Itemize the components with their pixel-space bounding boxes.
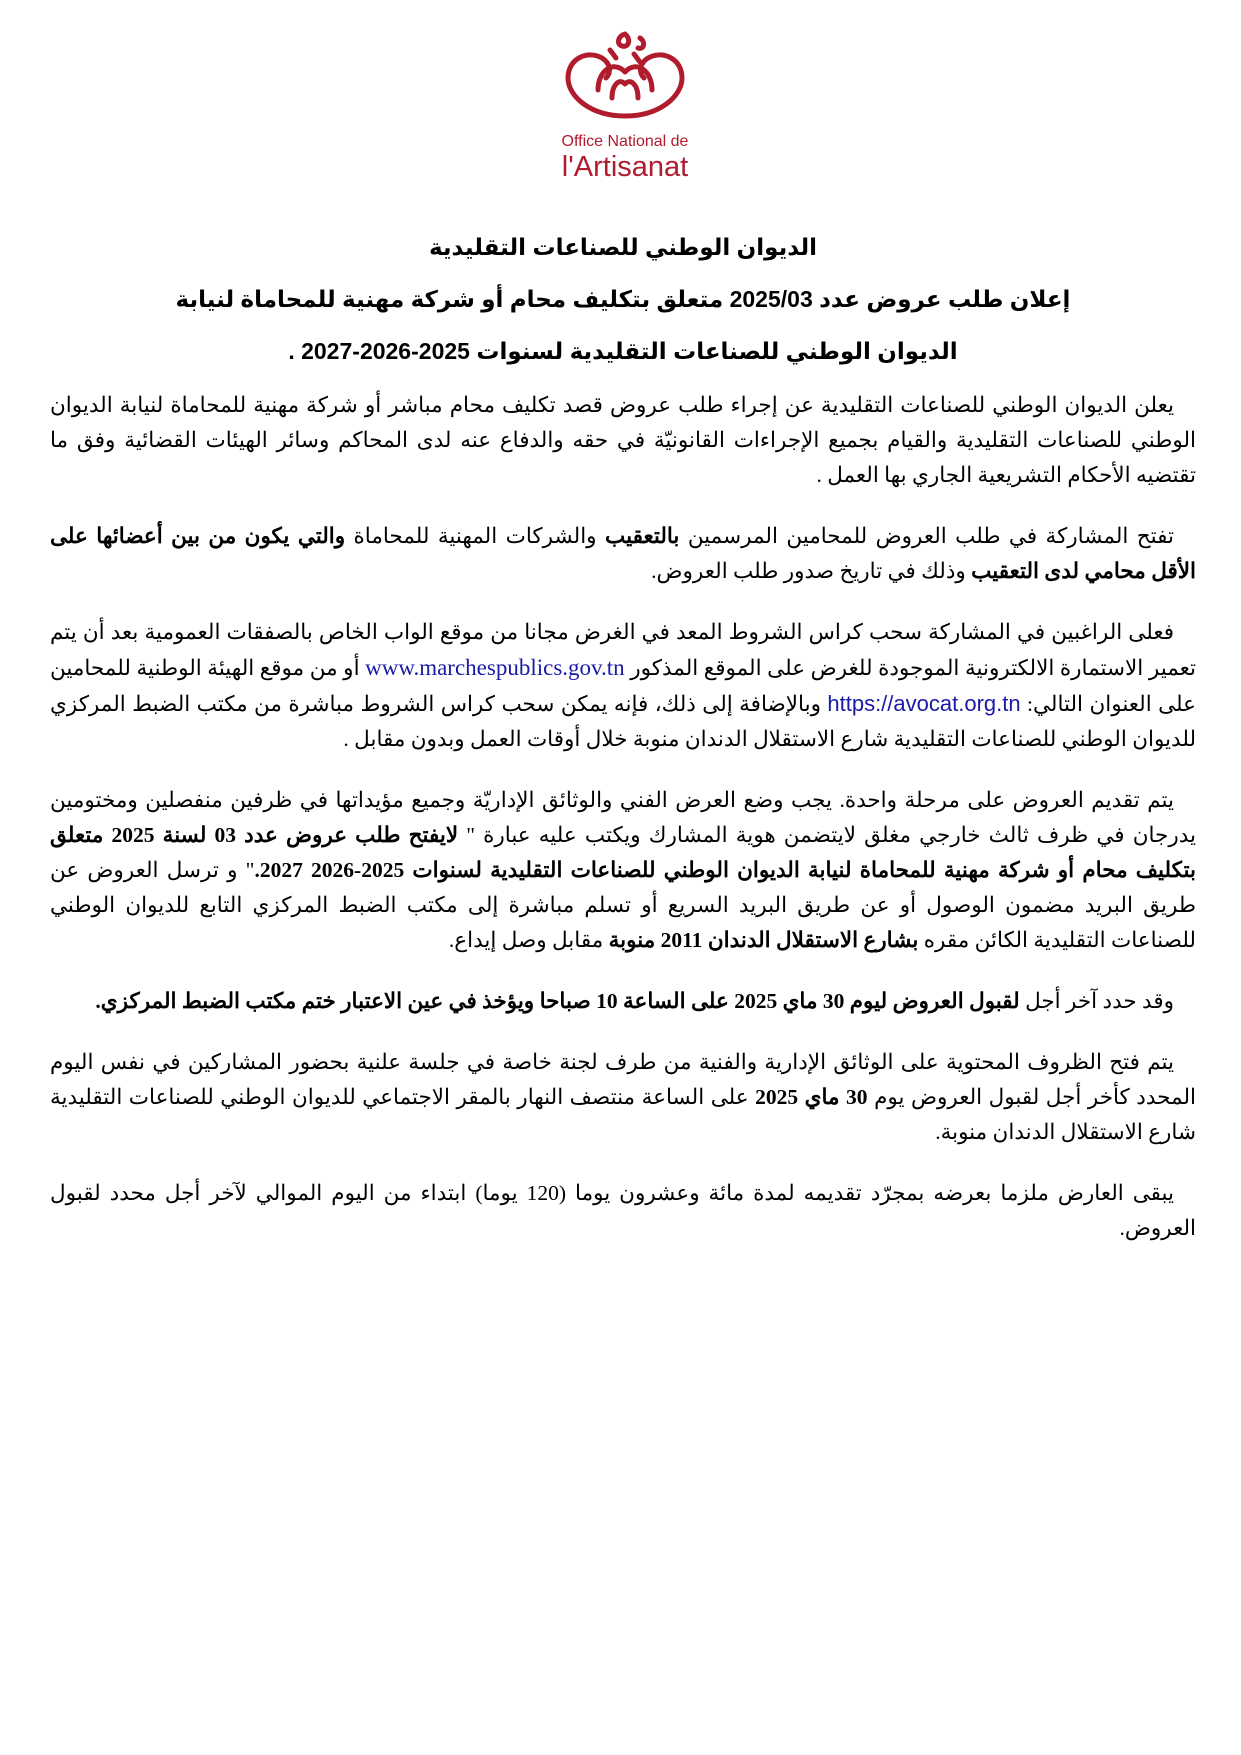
text-span: " و ترسل العروض عن طريق البريد مضمون الوصول أو عن طريق البريد السريع أو تسلم مباشرة إلى مكتب الضبط المركزي التابع للديوان الوطني للصناعات التقليدية الكائن مقره — [50, 858, 1196, 952]
text-span: وقد حدد آخر أجل — [1019, 989, 1174, 1013]
paragraph-intro: يعلن الديوان الوطني للصناعات التقليدية عن إجراء طلب عروض قصد تكليف محام مباشر أو شركة مهنية للمحاماة لنيابة الديوان الوطني للصناعات التقليدية والقيام بجميع الإجراءات القانونيّة في حقه والدفاع عنه لدى المحاكم وسائر الهيئات القضائية وفق ما تقتضيه الأحكام التشريعية الجاري بها العمل . — [50, 393, 1196, 487]
paragraph-opening — [50, 1045, 1196, 1150]
paragraph-deadline — [50, 984, 1196, 1019]
avocat-link[interactable]: https://avocat.org.tn — [827, 691, 1021, 716]
announcement-document — [50, 232, 1196, 1272]
text-span: وبالإضافة إلى ذلك، فإنه يمكن سحب كراس الشروط مباشرة من مكتب الضبط المركزي للديوان الوطني للصناعات التقليدية شارع الاستقلال الدندان منوبة خلال أوقات العمل وبدون مقابل . — [50, 692, 1196, 751]
logo — [550, 28, 700, 198]
organization-heading: الديوان الوطني للصناعات التقليدية — [428, 234, 818, 260]
text-span: مقابل وصل إيداع. — [448, 928, 609, 952]
bold-span: لقبول العروض ليوم 30 ماي 2025 على الساعة 10 صباحا ويؤخذ في عين الاعتبار ختم مكتب الضبط المركزي. — [95, 989, 1020, 1013]
artisanat-logo-icon — [550, 28, 700, 198]
text-span: يتم تقديم العروض على مرحلة واحدة. يجب وضع العرض الفني والوثائق الإداريّة وجميع مؤيداتها في ظرفين منفصلين ومختومين يدرجان في ظرف ثالث خارجي مغلق لايتضمن هوية المشارك ويكتب عليه عبارة " — [50, 788, 1196, 847]
text-span: يتم فتح الظروف المحتوية على الوثائق الإدارية والفنية من طرف لجنة خاصة في جلسة علنية بحضور المشاركين في نفس اليوم المحدد كأخر أجل لقبول العروض يوم — [50, 1050, 1196, 1109]
logo-line1: Office National de — [561, 133, 689, 150]
bold-span: لايفتح طلب عروض عدد 03 لسنة 2025 متعلق بتكليف محام أو شركة مهنية للمحاماة لنيابة الديوان الوطني للصناعات التقليدية لسنوات 2025-2026 2027. — [50, 823, 1197, 882]
bold-span: والتي يكون من بين أعضائها على الأقل محامي لدى التعقيب — [50, 524, 1196, 583]
text-span: على الساعة منتصف النهار بالمقر الاجتماعي للديوان الوطني للصناعات التقليدية شارع الاستقلال الدندان منوبة. — [50, 1085, 1196, 1144]
text-span: تفتح المشاركة في طلب العروض للمحامين المرسمين — [679, 524, 1174, 548]
paragraph-withdrawal — [50, 615, 1196, 757]
bold-span: بشارع الاستقلال الدندان 2011 منوبة — [608, 928, 919, 952]
announcement-title-line1: إعلان طلب عروض عدد 2025/03 متعلق بتكليف محام أو شركة مهنية للمحاماة لنيابة — [175, 286, 1071, 312]
text-span: والشركات المهنية للمحاماة — [345, 524, 605, 548]
announcement-title-line2: الديوان الوطني للصناعات التقليدية لسنوات 2025-2026-2027 . — [288, 338, 958, 364]
bold-span: بالتعقيب — [604, 524, 680, 548]
paragraph-eligibility — [50, 519, 1196, 589]
text-span: فعلى الراغبين في المشاركة سحب كراس الشروط المعد في الغرض مجانا من موقع الواب الخاص بالصفقات العمومية بعد أن يتم تعمير الاستمارة الالكترونية الموجودة للغرض على الموقع المذكور — [50, 620, 1196, 680]
paragraph-submission — [50, 783, 1196, 958]
text-span: وذلك في تاريخ صدور طلب العروض. — [651, 559, 972, 583]
marchespublics-link[interactable]: www.marchespublics.gov.tn — [365, 655, 625, 680]
paragraph-validity: يبقى العارض ملزما بعرضه بمجرّد تقديمه لمدة مائة وعشرون يوما (120 يوما) ابتداء من اليوم الموالي لآخر أجل محدد لقبول العروض. — [50, 1181, 1196, 1240]
bold-span: 30 ماي 2025 — [755, 1085, 868, 1109]
logo-line2: l'Artisanat — [561, 151, 689, 183]
text-span: أو من موقع الهيئة الوطنية للمحامين على العنوان التالي: — [50, 656, 1196, 716]
